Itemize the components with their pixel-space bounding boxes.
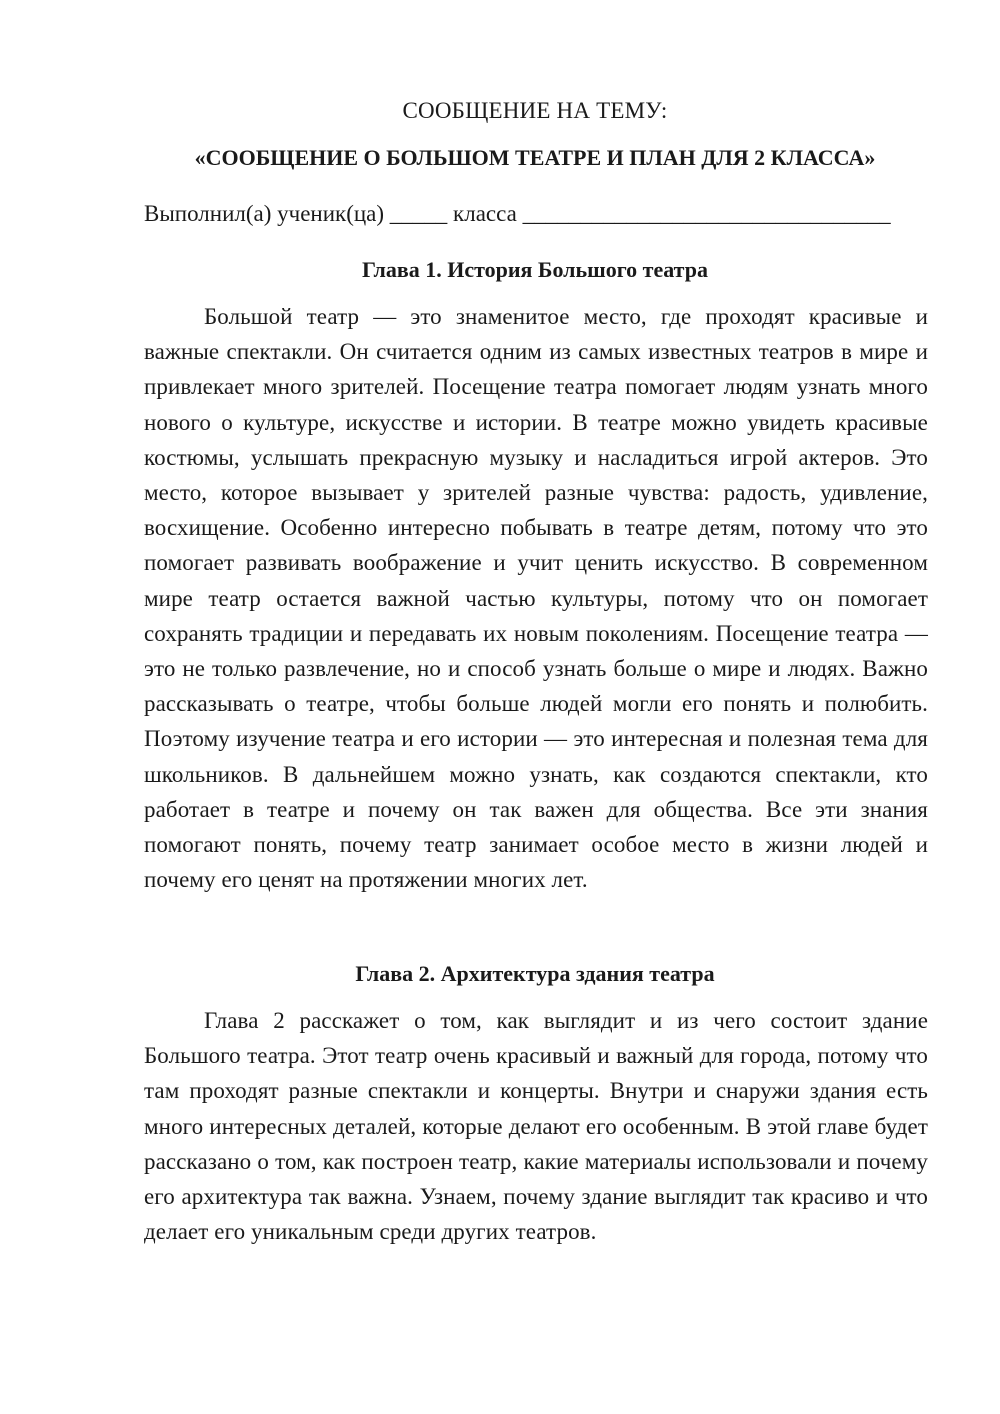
author-line: Выполнил(а) ученик(ца) _____ класса ________________________________ [144,201,891,226]
chapter-1-heading: Глава 1. История Большого театра [361,257,708,282]
chapter-1-paragraph: Большой театр — это знаменитое место, где проходят красивые и важные спектакли. Он считается одним из самых известных театров в мире и привлекает много зрителей. Посещение театра помогает людям узнать много нового о культуре, искусстве и истории. В театре можно увидеть красивые костюмы, услышать прекрасную музыку и насладиться игрой актеров. Это место, которое вызывает у зрителей разные чувства: радость, удивление, восхищение. Особенно интересно побывать в театре детям, потому что это помогает развивать воображение и учит ценить искусство. В современном мире театр остается важной частью культуры, потому что он помогает сохранять традиции и передавать их новым поколениям. Посещение театра — это не только развлечение, но и способ узнать больше о мире и людях. Важно рассказывать о театре, чтобы больше людей могли его понять и полюбить. Поэтому изучение театра и его истории — это интересная и полезная тема для школьников. В дальнейшем можно узнать, как создаются спектакли, кто работает в театре и почему он так важен для общества. Все эти знания помогают понять, почему театр занимает особое место в жизни людей и почему его ценят на протяжении многих лет. [144,304,928,893]
chapter-2-heading: Глава 2. Архитектура здания театра [355,961,715,986]
document-title: «СООБЩЕНИЕ О БОЛЬШОМ ТЕАТРЕ И ПЛАН ДЛЯ 2 КЛАССА» [194,145,876,170]
topic-label: СООБЩЕНИЕ НА ТЕМУ: [402,98,668,123]
chapter-2-paragraph: Глава 2 расскажет о том, как выглядит и из чего состоит здание Большого театра. Этот театр очень красивый и важный для города, потому что там проходят разные спектакли и концерты. Внутри и снаружи здания есть много интересных деталей, которые делают его особенным. В этой главе будет рассказано о том, как построен театр, какие материалы использовали и почему его архитектура так важна. Узнаем, почему здание выглядит так красиво и что делает его уникальным среди других театров. [144,1008,928,1245]
